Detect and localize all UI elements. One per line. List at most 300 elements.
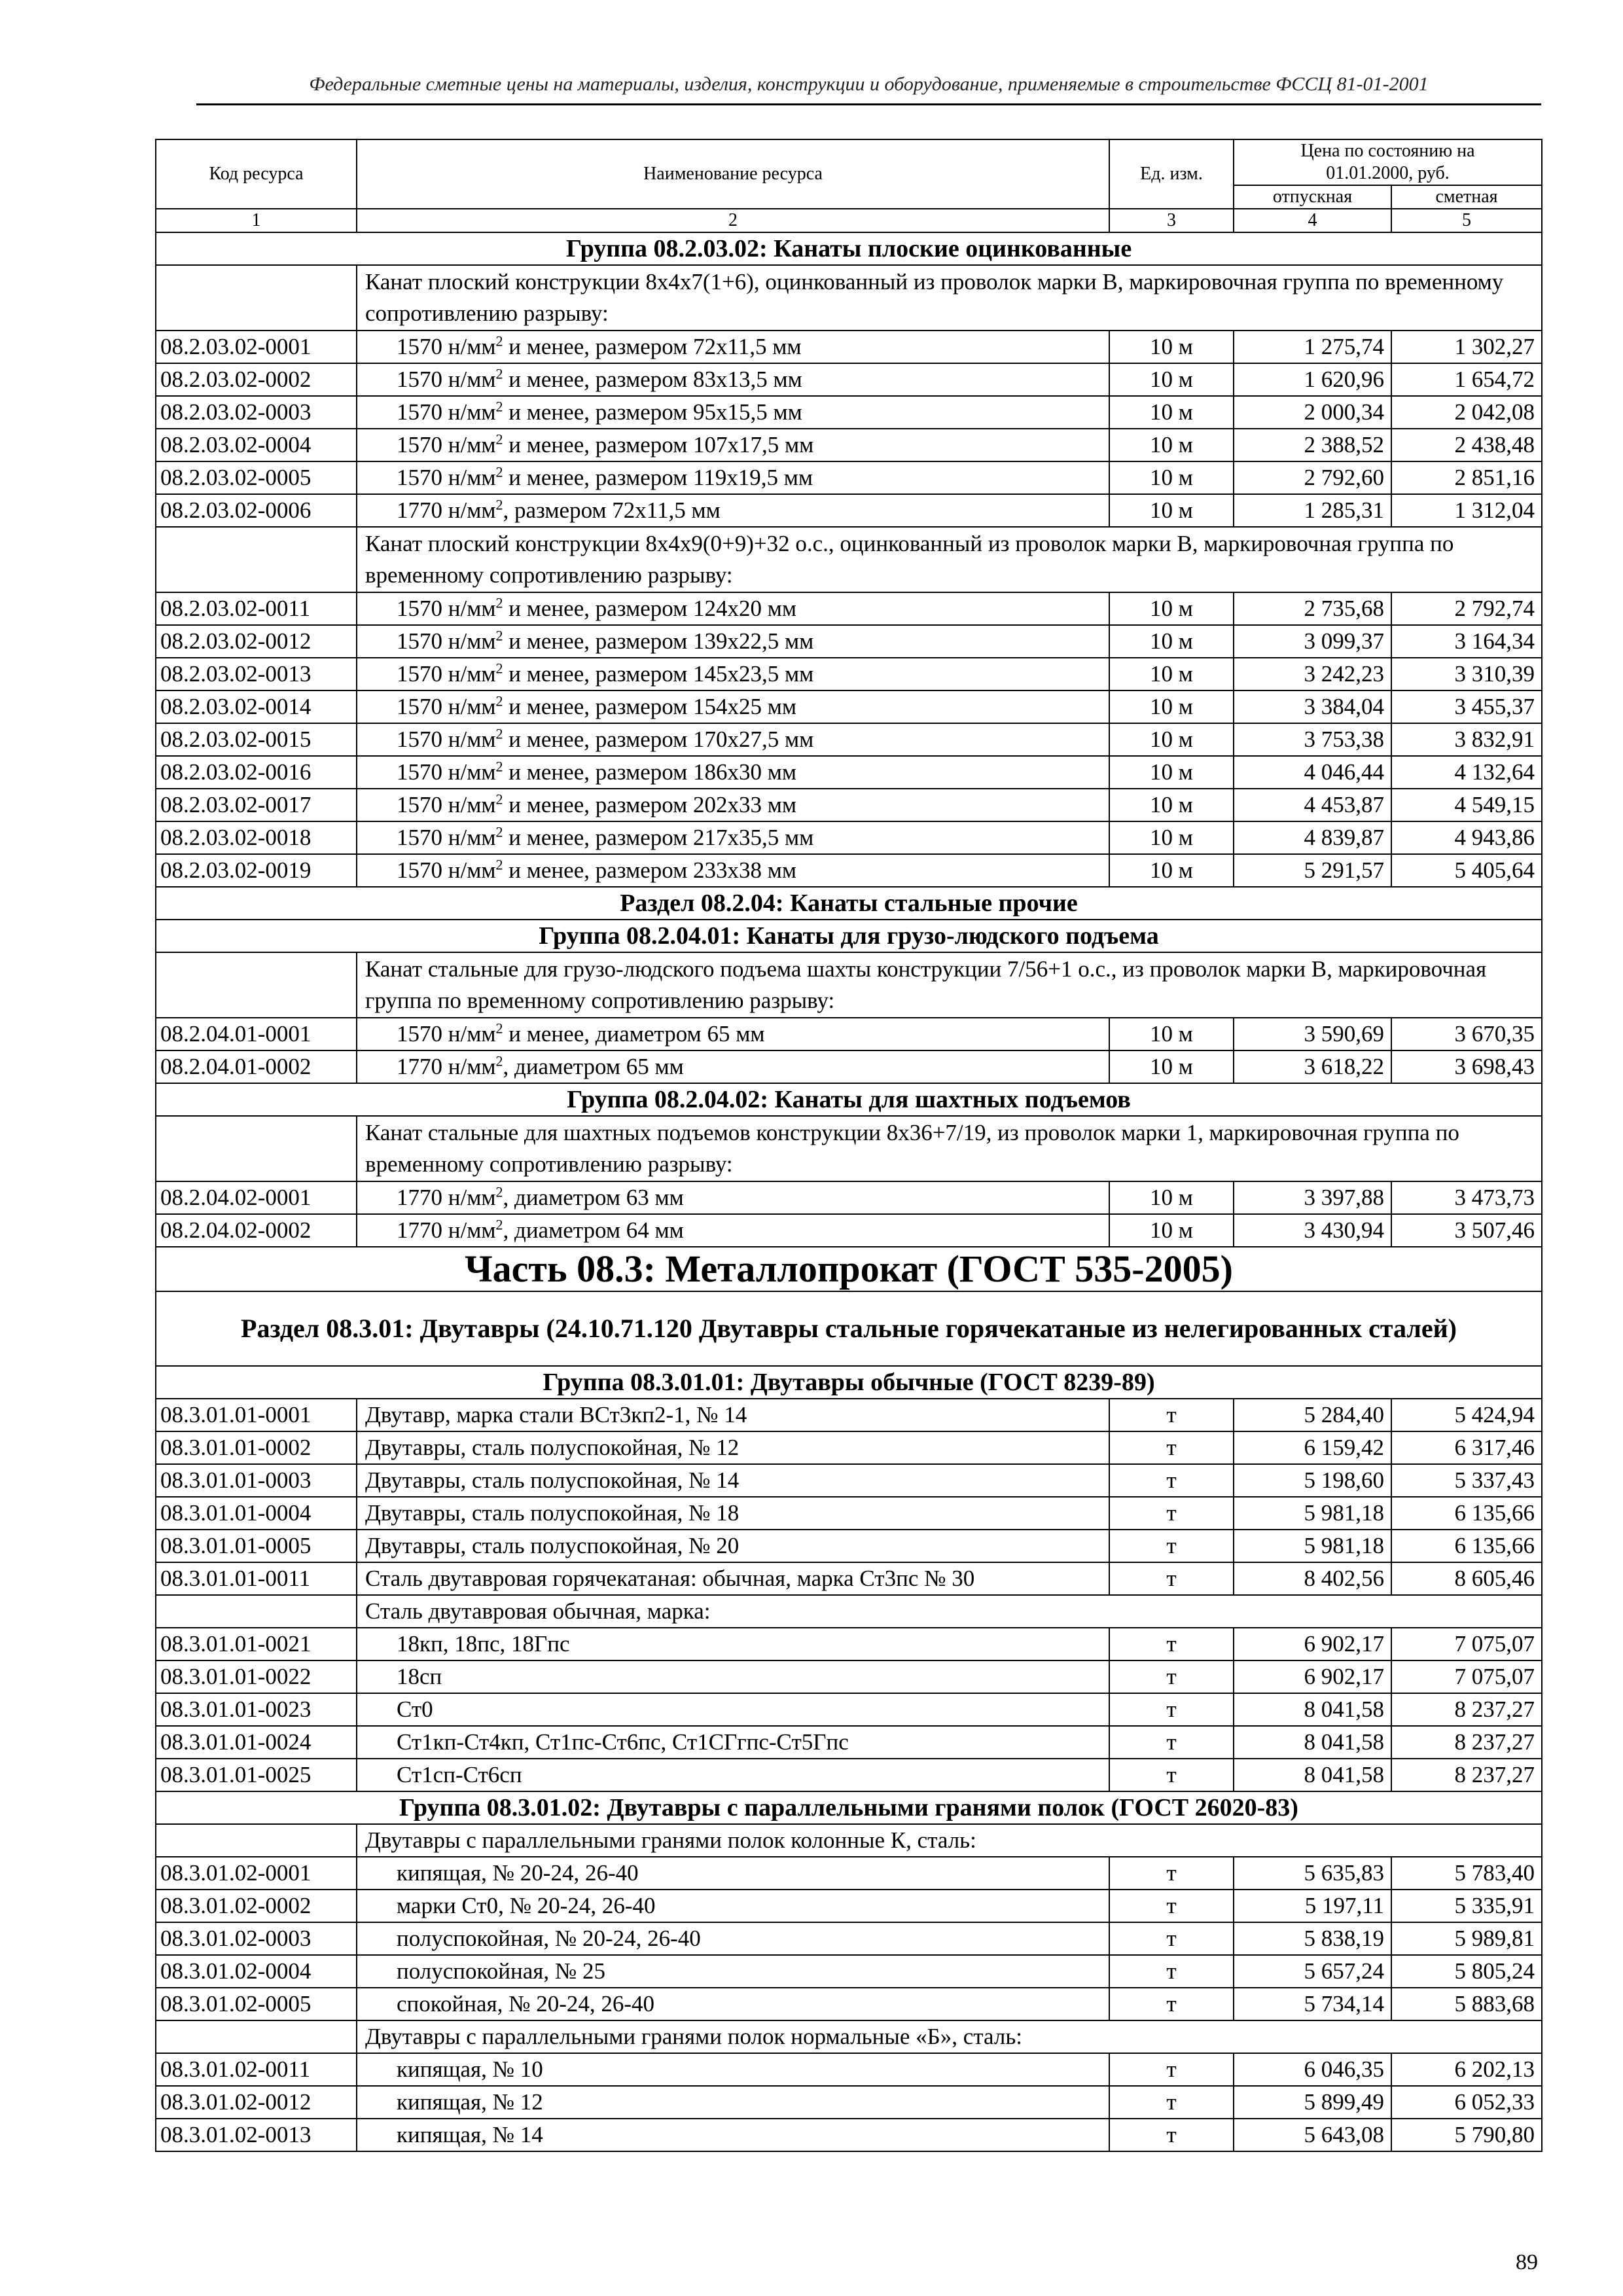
table-row	[156, 2053, 1542, 2086]
resource-name-text: 1570 н/мм	[397, 726, 496, 752]
price-release: 5 657,24	[1234, 1955, 1391, 1988]
table-row	[156, 1660, 1542, 1693]
resource-name-text: 1570 н/мм	[397, 792, 496, 817]
description-text: Канат плоский конструкции 8х4х9(0+9)+32 о.с., оцинкованный из проволок марки В, маркировочная группа по временному сопротивлению разрыву:	[357, 527, 1542, 592]
group-heading: Группа 08.3.01.01: Двутавры обычные (ГОСТ 8239-89)	[156, 1366, 1542, 1399]
table-row	[156, 1530, 1542, 1562]
resource-name-suffix: и менее, размером 72х11,5 мм	[503, 334, 802, 359]
resource-code: 08.2.04.02-0002	[156, 1214, 357, 1247]
resource-name-text: 1570 н/мм	[397, 661, 496, 687]
resource-name-text: Двутавры, сталь полуспокойная, № 12	[365, 1435, 740, 1460]
price-release: 5 643,08	[1234, 2119, 1391, 2151]
unit-of-measure: т	[1109, 1857, 1234, 1890]
resource-name-text: 1570 н/мм	[397, 857, 496, 883]
resource-code: 08.2.04.02-0001	[156, 1181, 357, 1214]
price-release: 3 397,88	[1234, 1181, 1391, 1214]
price-estimate: 5 405,64	[1391, 854, 1542, 887]
unit-of-measure: 10 м	[1109, 1018, 1234, 1050]
col-number-4: 4	[1234, 209, 1391, 232]
resource-code: 08.2.03.02-0005	[156, 461, 357, 494]
table-row	[156, 1050, 1542, 1083]
resource-name-text: 1570 н/мм	[397, 334, 496, 359]
resource-name	[357, 1399, 1109, 1431]
resource-name-suffix: , диаметром 64 мм	[503, 1217, 684, 1243]
price-release: 6 159,42	[1234, 1431, 1391, 1464]
unit-of-measure: 10 м	[1109, 429, 1234, 461]
header-rule	[196, 103, 1541, 105]
unit-of-measure: 10 м	[1109, 1214, 1234, 1247]
price-release: 5 197,11	[1234, 1890, 1391, 1922]
group-heading: Группа 08.2.04.02: Канаты для шахтных подъемов	[156, 1083, 1542, 1116]
unit-of-measure: т	[1109, 1726, 1234, 1759]
resource-name-text: полуспокойная, № 20-24, 26-40	[397, 1926, 701, 1951]
table-row	[156, 1562, 1542, 1595]
resource-name	[357, 789, 1109, 821]
resource-name-text: кипящая, № 12	[397, 2089, 543, 2115]
table-row	[156, 691, 1542, 723]
group-heading: Группа 08.2.04.01: Канаты для грузо-людского подъема	[156, 920, 1542, 952]
resource-name	[357, 1628, 1109, 1660]
resource-code: 08.3.01.02-0013	[156, 2119, 357, 2151]
price-release: 3 430,94	[1234, 1214, 1391, 1247]
col-header-price: Цена по состоянию на 01.01.2000, руб.	[1234, 139, 1542, 185]
unit-of-measure: 10 м	[1109, 625, 1234, 658]
unit-of-measure: т	[1109, 1628, 1234, 1660]
resource-name-suffix: и менее, размером 170х27,5 мм	[503, 726, 814, 752]
resource-name	[357, 429, 1109, 461]
resource-name-text: Сталь двутавровая горячекатаная: обычная, марка Ст3пс № 30	[365, 1566, 975, 1591]
price-release: 5 981,18	[1234, 1530, 1391, 1562]
price-estimate: 4 549,15	[1391, 789, 1542, 821]
resource-name	[357, 821, 1109, 854]
unit-of-measure: 10 м	[1109, 494, 1234, 527]
resource-name	[357, 691, 1109, 723]
unit-superscript: 2	[495, 725, 503, 742]
group-heading: Группа 08.3.01.02: Двутавры с параллельными гранями полок (ГОСТ 26020-83)	[156, 1791, 1542, 1824]
price-estimate: 6 135,66	[1391, 1497, 1542, 1530]
unit-of-measure: 10 м	[1109, 461, 1234, 494]
resource-name	[357, 1955, 1109, 1988]
price-estimate: 5 424,94	[1391, 1399, 1542, 1431]
price-estimate: 5 337,43	[1391, 1464, 1542, 1497]
resource-name	[357, 363, 1109, 396]
resource-code: 08.2.03.02-0014	[156, 691, 357, 723]
resource-code: 08.2.04.01-0002	[156, 1050, 357, 1083]
unit-of-measure: т	[1109, 1759, 1234, 1791]
price-release: 1 285,31	[1234, 494, 1391, 527]
table-row	[156, 2119, 1542, 2151]
resource-name-text: Ст1сп-Ст6сп	[397, 1762, 522, 1787]
unit-of-measure: т	[1109, 1660, 1234, 1693]
description-row	[156, 1595, 1542, 1628]
price-release: 2 000,34	[1234, 396, 1391, 429]
resource-name-text: кипящая, № 20-24, 26-40	[397, 1860, 639, 1886]
price-estimate: 1 312,04	[1391, 494, 1542, 527]
table-row	[156, 1628, 1542, 1660]
resource-name	[357, 1988, 1109, 2020]
price-estimate: 2 792,74	[1391, 592, 1542, 625]
resource-name	[357, 494, 1109, 527]
price-estimate: 6 202,13	[1391, 2053, 1542, 2086]
description-code-cell	[156, 1595, 357, 1628]
price-estimate: 8 237,27	[1391, 1726, 1542, 1759]
unit-of-measure: т	[1109, 1530, 1234, 1562]
resource-name-text: 18кп, 18пс, 18Гпс	[397, 1631, 570, 1657]
table-row	[156, 1857, 1542, 1890]
table-row	[156, 1988, 1542, 2020]
price-estimate: 5 805,24	[1391, 1955, 1542, 1988]
group-heading-row	[156, 232, 1542, 265]
resource-code: 08.3.01.01-0025	[156, 1759, 357, 1791]
price-estimate: 3 473,73	[1391, 1181, 1542, 1214]
resource-name-suffix: и менее, диаметром 65 мм	[503, 1021, 765, 1047]
description-row	[156, 1116, 1542, 1181]
description-row	[156, 2020, 1542, 2053]
resource-code: 08.2.03.02-0001	[156, 331, 357, 363]
unit-superscript: 2	[495, 660, 503, 677]
resource-name-text: 1770 н/мм	[397, 1217, 496, 1243]
resource-name	[357, 1214, 1109, 1247]
resource-name	[357, 723, 1109, 756]
running-header: Федеральные сметные цены на материалы, изделия, конструкции и оборудование, применяемые в строительстве ФССЦ 81-01-2001	[309, 73, 1429, 95]
resource-name	[357, 854, 1109, 887]
page-number: 89	[1516, 2250, 1538, 2274]
resource-code: 08.3.01.02-0004	[156, 1955, 357, 1988]
resource-name-suffix: и менее, размером 124х20 мм	[503, 596, 797, 621]
resource-code: 08.2.03.02-0018	[156, 821, 357, 854]
resource-code: 08.3.01.02-0005	[156, 1988, 357, 2020]
resource-name-text: 1570 н/мм	[397, 694, 496, 719]
price-estimate: 5 783,40	[1391, 1857, 1542, 1890]
resource-name-suffix: и менее, размером 154х25 мм	[503, 694, 797, 719]
unit-superscript: 2	[495, 463, 503, 480]
resource-name-text: Двутавры, сталь полуспокойная, № 18	[365, 1500, 740, 1526]
unit-superscript: 2	[495, 627, 503, 644]
unit-of-measure: 10 м	[1109, 592, 1234, 625]
resource-name	[357, 756, 1109, 789]
table-row	[156, 1726, 1542, 1759]
resource-name	[357, 1890, 1109, 1922]
table-row	[156, 756, 1542, 789]
unit-superscript: 2	[495, 692, 503, 709]
price-release: 3 618,22	[1234, 1050, 1391, 1083]
table-row	[156, 1018, 1542, 1050]
resource-name-suffix: и менее, размером 186х30 мм	[503, 759, 797, 785]
price-estimate: 3 164,34	[1391, 625, 1542, 658]
unit-of-measure: 10 м	[1109, 756, 1234, 789]
resource-name-suffix: и менее, размером 233х38 мм	[503, 857, 797, 883]
price-release: 5 734,14	[1234, 1988, 1391, 2020]
unit-superscript: 2	[495, 332, 503, 350]
table-row	[156, 1890, 1542, 1922]
resource-code: 08.3.01.01-0011	[156, 1562, 357, 1595]
price-release: 4 453,87	[1234, 789, 1391, 821]
resource-code: 08.2.03.02-0006	[156, 494, 357, 527]
price-release: 3 590,69	[1234, 1018, 1391, 1050]
unit-of-measure: т	[1109, 1399, 1234, 1431]
price-estimate: 1 302,27	[1391, 331, 1542, 363]
resource-name-text: 1570 н/мм	[397, 432, 496, 457]
resource-name	[357, 396, 1109, 429]
resource-name	[357, 461, 1109, 494]
group-heading: Раздел 08.2.04: Канаты стальные прочие	[156, 887, 1542, 920]
table-body	[156, 232, 1542, 2151]
resource-name	[357, 625, 1109, 658]
resource-name-text: 18сп	[397, 1664, 442, 1689]
resource-name-text: полуспокойная, № 25	[397, 1958, 605, 1984]
table-row	[156, 723, 1542, 756]
resource-code: 08.3.01.01-0004	[156, 1497, 357, 1530]
unit-of-measure: т	[1109, 1562, 1234, 1595]
price-estimate: 3 455,37	[1391, 691, 1542, 723]
table-row	[156, 1922, 1542, 1955]
price-estimate: 3 310,39	[1391, 658, 1542, 691]
unit-of-measure: 10 м	[1109, 789, 1234, 821]
unit-of-measure: т	[1109, 1497, 1234, 1530]
unit-superscript: 2	[495, 1020, 503, 1037]
table-row	[156, 658, 1542, 691]
resource-name-suffix: , размером 72х11,5 мм	[503, 497, 721, 523]
price-release: 5 981,18	[1234, 1497, 1391, 1530]
price-estimate: 5 335,91	[1391, 1890, 1542, 1922]
resource-code: 08.3.01.01-0003	[156, 1464, 357, 1497]
description-text: Канат плоский конструкции 8х4х7(1+6), оцинкованный из проволок марки В, маркировочная группа по временному сопротивлению разрыву:	[357, 265, 1542, 331]
col-header-unit: Ед. изм.	[1109, 139, 1234, 209]
resource-code: 08.2.03.02-0019	[156, 854, 357, 887]
price-release: 8 041,58	[1234, 1759, 1391, 1791]
table-row	[156, 789, 1542, 821]
unit-of-measure: т	[1109, 1693, 1234, 1726]
price-release: 3 384,04	[1234, 691, 1391, 723]
unit-superscript: 2	[495, 856, 503, 873]
resource-code: 08.2.03.02-0013	[156, 658, 357, 691]
price-release: 8 402,56	[1234, 1562, 1391, 1595]
table-row	[156, 396, 1542, 429]
group-heading-row	[156, 1791, 1542, 1824]
resource-name-text: 1570 н/мм	[397, 399, 496, 425]
resource-code: 08.3.01.01-0001	[156, 1399, 357, 1431]
resource-name-suffix: и менее, размером 202х33 мм	[503, 792, 797, 817]
table-row	[156, 1464, 1542, 1497]
table-row	[156, 1497, 1542, 1530]
price-release: 1 275,74	[1234, 331, 1391, 363]
group-heading-row	[156, 1083, 1542, 1116]
price-estimate: 5 790,80	[1391, 2119, 1542, 2151]
unit-superscript: 2	[495, 594, 503, 611]
unit-of-measure: т	[1109, 1431, 1234, 1464]
resource-code: 08.3.01.01-0005	[156, 1530, 357, 1562]
resource-name-text: 1770 н/мм	[397, 1185, 496, 1210]
resource-name-text: марки Ст0, № 20-24, 26-40	[397, 1893, 656, 1918]
resource-name-text: 1570 н/мм	[397, 596, 496, 621]
resource-name-text: 1570 н/мм	[397, 628, 496, 654]
resource-name	[357, 1530, 1109, 1562]
unit-of-measure: 10 м	[1109, 691, 1234, 723]
col-number-2: 2	[357, 209, 1109, 232]
resource-name	[357, 1693, 1109, 1726]
resource-name	[357, 592, 1109, 625]
price-estimate: 6 135,66	[1391, 1530, 1542, 1562]
table-head	[156, 139, 1542, 232]
unit-of-measure: 10 м	[1109, 363, 1234, 396]
col-number-5: 5	[1391, 209, 1542, 232]
resource-name	[357, 1431, 1109, 1464]
price-estimate: 3 832,91	[1391, 723, 1542, 756]
resource-name	[357, 1759, 1109, 1791]
price-estimate: 4 943,86	[1391, 821, 1542, 854]
table-row	[156, 494, 1542, 527]
resource-code: 08.2.03.02-0002	[156, 363, 357, 396]
price-release: 6 902,17	[1234, 1628, 1391, 1660]
table-row	[156, 854, 1542, 887]
price-table	[155, 139, 1543, 2152]
resource-code: 08.3.01.02-0001	[156, 1857, 357, 1890]
description-code-cell	[156, 1116, 357, 1181]
resource-name-text: спокойная, № 20-24, 26-40	[397, 1991, 655, 2017]
unit-superscript: 2	[495, 1183, 503, 1200]
resource-name-text: Двутавры, сталь полуспокойная, № 14	[365, 1467, 740, 1493]
section-heading: Раздел 08.3.01: Двутавры (24.10.71.120 Двутавры стальные горячекатаные из нелегированных сталей)	[156, 1291, 1542, 1366]
unit-of-measure: т	[1109, 1464, 1234, 1497]
unit-of-measure: 10 м	[1109, 658, 1234, 691]
resource-name	[357, 1018, 1109, 1050]
price-estimate: 3 507,46	[1391, 1214, 1542, 1247]
resource-name-suffix: и менее, размером 107х17,5 мм	[503, 432, 814, 457]
price-release: 5 635,83	[1234, 1857, 1391, 1890]
resource-name	[357, 331, 1109, 363]
resource-code: 08.2.03.02-0012	[156, 625, 357, 658]
section-heading-row	[156, 1291, 1542, 1366]
price-estimate: 3 670,35	[1391, 1018, 1542, 1050]
table-row	[156, 2086, 1542, 2119]
col-number-3: 3	[1109, 209, 1234, 232]
unit-of-measure: 10 м	[1109, 1181, 1234, 1214]
unit-superscript: 2	[495, 496, 503, 513]
resource-name	[357, 1726, 1109, 1759]
unit-of-measure: т	[1109, 2119, 1234, 2151]
unit-of-measure: 10 м	[1109, 821, 1234, 854]
price-estimate: 7 075,07	[1391, 1628, 1542, 1660]
unit-superscript: 2	[495, 1216, 503, 1233]
price-estimate: 1 654,72	[1391, 363, 1542, 396]
unit-superscript: 2	[495, 431, 503, 448]
col-header-estimate: сметная	[1391, 185, 1542, 209]
unit-of-measure: 10 м	[1109, 854, 1234, 887]
table-row	[156, 1759, 1542, 1791]
resource-name-suffix: , диаметром 63 мм	[503, 1185, 684, 1210]
unit-of-measure: 10 м	[1109, 1050, 1234, 1083]
resource-code: 08.3.01.01-0024	[156, 1726, 357, 1759]
table-row	[156, 429, 1542, 461]
resource-name-text: кипящая, № 10	[397, 2056, 543, 2082]
resource-name	[357, 1562, 1109, 1595]
resource-name-suffix: и менее, размером 119х19,5 мм	[503, 465, 813, 490]
resource-name	[357, 1181, 1109, 1214]
resource-name-suffix: и менее, размером 145х23,5 мм	[503, 661, 814, 687]
resource-code: 08.2.03.02-0011	[156, 592, 357, 625]
price-release: 6 902,17	[1234, 1660, 1391, 1693]
group-heading-row	[156, 1366, 1542, 1399]
resource-name	[357, 1050, 1109, 1083]
unit-superscript: 2	[495, 398, 503, 415]
price-estimate: 2 851,16	[1391, 461, 1542, 494]
col-header-name: Наименование ресурса	[357, 139, 1109, 209]
unit-of-measure: т	[1109, 2053, 1234, 2086]
group-heading-row	[156, 920, 1542, 952]
unit-of-measure: 10 м	[1109, 396, 1234, 429]
unit-superscript: 2	[495, 823, 503, 840]
price-estimate: 6 317,46	[1391, 1431, 1542, 1464]
resource-code: 08.2.04.01-0001	[156, 1018, 357, 1050]
unit-of-measure: т	[1109, 1988, 1234, 2020]
price-release: 2 735,68	[1234, 592, 1391, 625]
price-release: 5 284,40	[1234, 1399, 1391, 1431]
group-heading: Группа 08.2.03.02: Канаты плоские оцинкованные	[156, 232, 1542, 265]
price-release: 3 753,38	[1234, 723, 1391, 756]
resource-name	[357, 2086, 1109, 2119]
price-estimate: 8 605,46	[1391, 1562, 1542, 1595]
price-estimate: 4 132,64	[1391, 756, 1542, 789]
description-text: Канат стальные для шахтных подъемов конструкции 8х36+7/19, из проволок марки 1, маркировочная группа по временному сопротивлению разрыву:	[357, 1116, 1542, 1181]
price-release: 2 388,52	[1234, 429, 1391, 461]
resource-name-text: 1570 н/мм	[397, 1021, 496, 1047]
description-code-cell	[156, 527, 357, 592]
table-row	[156, 592, 1542, 625]
resource-name-suffix: и менее, размером 217х35,5 мм	[503, 825, 814, 850]
unit-superscript: 2	[495, 1052, 503, 1069]
col-header-release: отпускная	[1234, 185, 1391, 209]
description-text: Сталь двутавровая обычная, марка:	[357, 1595, 1542, 1628]
description-row	[156, 952, 1542, 1018]
col-number-1: 1	[156, 209, 357, 232]
table-row	[156, 1214, 1542, 1247]
unit-superscript: 2	[495, 365, 503, 382]
price-release: 5 198,60	[1234, 1464, 1391, 1497]
resource-code: 08.2.03.02-0015	[156, 723, 357, 756]
price-release: 2 792,60	[1234, 461, 1391, 494]
resource-name-suffix: , диаметром 65 мм	[503, 1054, 684, 1079]
price-release: 6 046,35	[1234, 2053, 1391, 2086]
description-text: Двутавры с параллельными гранями полок колонные К, сталь:	[357, 1824, 1542, 1857]
resource-code: 08.3.01.02-0011	[156, 2053, 357, 2086]
resource-name	[357, 1922, 1109, 1955]
resource-name-text: 1570 н/мм	[397, 367, 496, 392]
resource-name	[357, 1660, 1109, 1693]
resource-name-text: 1570 н/мм	[397, 825, 496, 850]
resource-code: 08.2.03.02-0017	[156, 789, 357, 821]
resource-name	[357, 658, 1109, 691]
resource-name-suffix: и менее, размером 139х22,5 мм	[503, 628, 814, 654]
price-release: 5 838,19	[1234, 1922, 1391, 1955]
table-row	[156, 331, 1542, 363]
unit-of-measure: т	[1109, 2086, 1234, 2119]
price-release: 4 046,44	[1234, 756, 1391, 789]
resource-code: 08.3.01.02-0012	[156, 2086, 357, 2119]
price-estimate: 5 989,81	[1391, 1922, 1542, 1955]
description-row	[156, 265, 1542, 331]
resource-name-text: 1570 н/мм	[397, 759, 496, 785]
resource-name	[357, 2119, 1109, 2151]
col-header-code: Код ресурса	[156, 139, 357, 209]
resource-name-suffix: и менее, размером 95х15,5 мм	[503, 399, 802, 425]
description-code-cell	[156, 952, 357, 1018]
resource-code: 08.2.03.02-0004	[156, 429, 357, 461]
price-estimate: 6 052,33	[1391, 2086, 1542, 2119]
resource-name	[357, 2053, 1109, 2086]
resource-name	[357, 1464, 1109, 1497]
resource-code: 08.3.01.01-0002	[156, 1431, 357, 1464]
resource-name-text: кипящая, № 14	[397, 2122, 543, 2147]
